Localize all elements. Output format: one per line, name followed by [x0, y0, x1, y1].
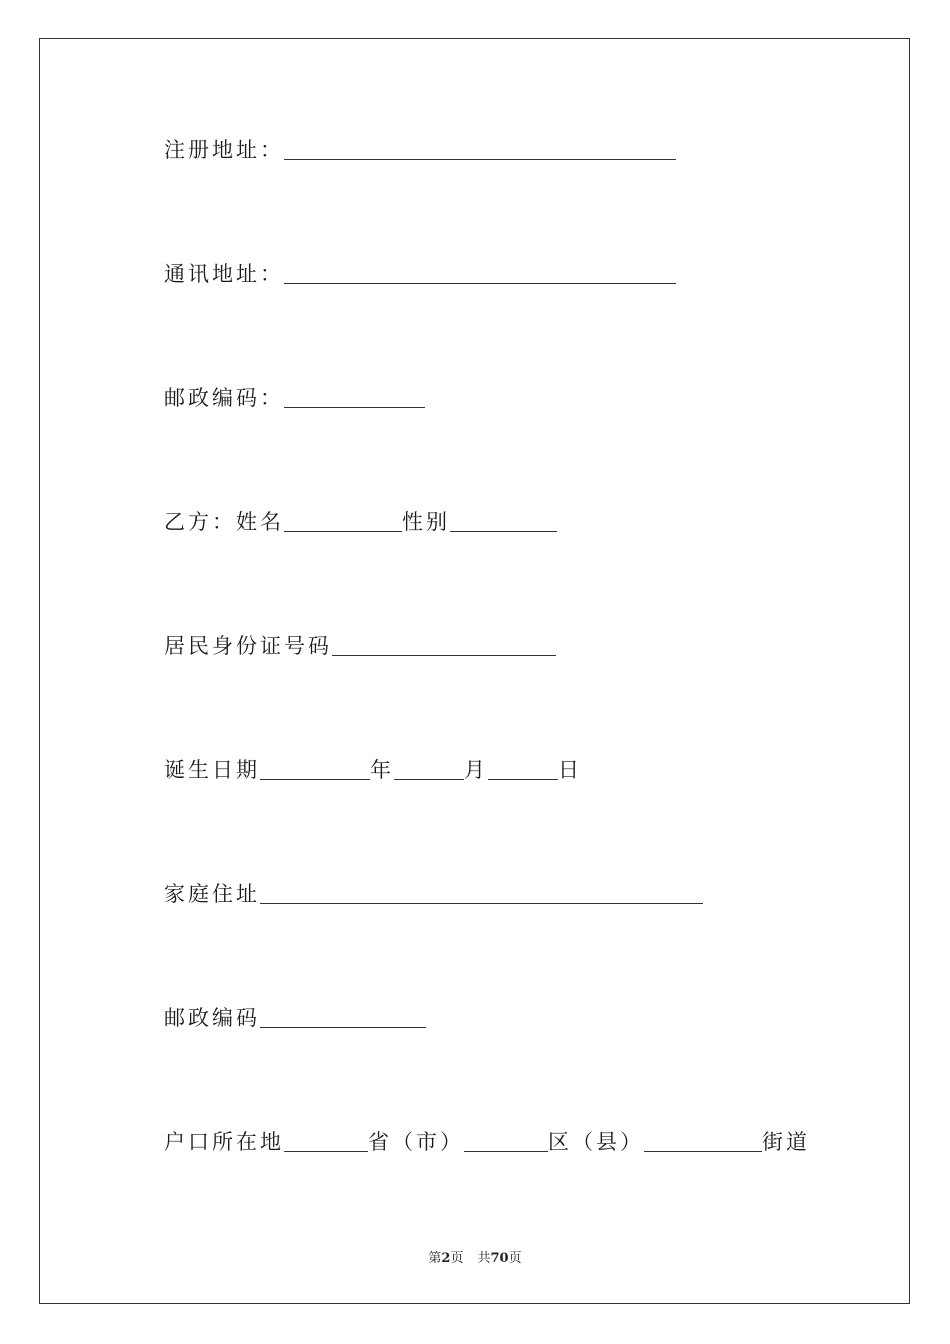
gender-label: 性别 [402, 510, 450, 534]
home-address-field[interactable] [260, 881, 703, 904]
birth-month-field[interactable] [394, 757, 464, 780]
home-address-row [164, 877, 703, 907]
page-footer [0, 1247, 950, 1266]
hukou-row [164, 1125, 810, 1155]
birth-date-label: 诞生日期 [164, 758, 260, 782]
id-number-label: 居民身份证号码 [164, 634, 332, 658]
registered-address-field[interactable] [284, 137, 676, 160]
page-suffix: 页 [450, 1251, 464, 1266]
hukou-province-field[interactable] [284, 1129, 368, 1152]
mailing-address-label: 通讯地址： [164, 262, 284, 286]
total-pages: 70 [490, 1251, 509, 1266]
total-prefix: 共 [477, 1251, 491, 1266]
postcode-label-1: 邮政编码： [164, 386, 284, 410]
birth-day-field[interactable] [488, 757, 558, 780]
district-label: 区（县） [548, 1130, 644, 1154]
party-b-name-field[interactable] [284, 509, 402, 532]
id-number-row [164, 629, 556, 659]
month-label: 月 [464, 758, 488, 782]
birth-date-row [164, 753, 582, 783]
id-number-field[interactable] [332, 633, 556, 656]
day-label: 日 [558, 758, 582, 782]
gender-field[interactable] [450, 509, 557, 532]
page-number: 2 [441, 1251, 451, 1266]
hukou-label: 户口所在地 [164, 1130, 284, 1154]
birth-year-field[interactable] [260, 757, 370, 780]
party-b-row [164, 505, 557, 535]
hukou-district-field[interactable] [464, 1129, 548, 1152]
party-b-name-label: 乙方：姓名 [164, 510, 284, 534]
postcode-row-1 [164, 381, 425, 411]
province-label: 省（市） [368, 1130, 464, 1154]
total-suffix: 页 [508, 1251, 522, 1266]
hukou-street-field[interactable] [644, 1129, 762, 1152]
postcode-field-2[interactable] [260, 1005, 426, 1028]
street-label: 街道 [762, 1130, 810, 1154]
registered-address-label: 注册地址： [164, 138, 284, 162]
mailing-address-field[interactable] [284, 261, 676, 284]
home-address-label: 家庭住址 [164, 882, 260, 906]
registered-address-row [164, 133, 676, 163]
page-prefix: 第 [428, 1251, 442, 1266]
postcode-label-2: 邮政编码 [164, 1006, 260, 1030]
postcode-field-1[interactable] [284, 385, 425, 408]
postcode-row-2 [164, 1001, 426, 1031]
year-label: 年 [370, 758, 394, 782]
page-frame [39, 38, 910, 1304]
mailing-address-row [164, 257, 676, 287]
